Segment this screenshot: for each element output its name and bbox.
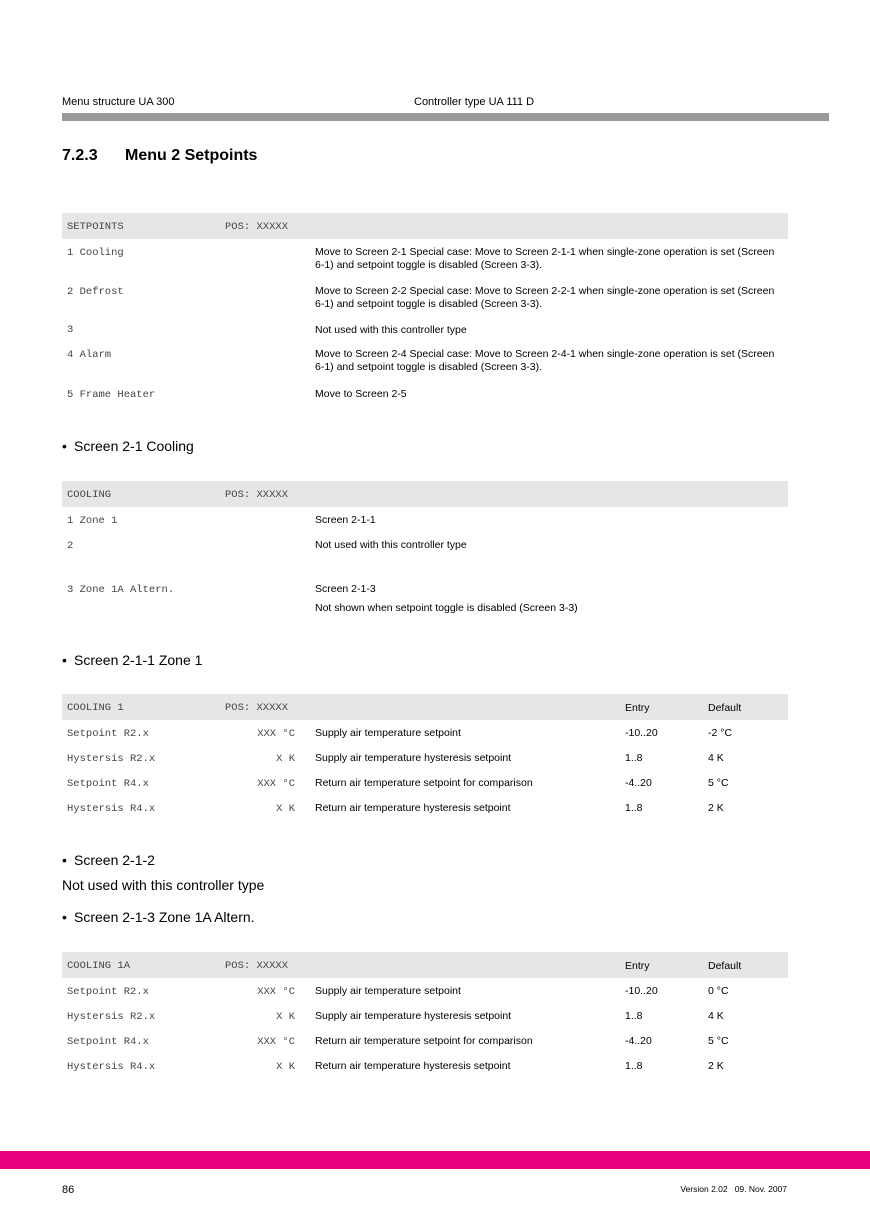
row-description: Supply air temperature hysteresis setpoint <box>315 1010 512 1022</box>
running-header-left: Menu structure UA 300 <box>62 96 175 108</box>
row-name: 1 Cooling <box>67 247 124 259</box>
row-name: Setpoint R4.x <box>67 778 149 790</box>
row-description: Return air temperature setpoint for comparison <box>315 1035 533 1047</box>
row-unit: X K <box>276 1061 295 1073</box>
table-header <box>62 481 788 507</box>
row-description: Not used with this controller type <box>315 324 467 336</box>
cooling1-table <box>62 694 788 815</box>
table-header <box>62 694 788 720</box>
row-name: Setpoint R2.x <box>67 728 149 740</box>
row-name: 3 Zone 1A Altern. <box>67 584 175 596</box>
row-description: Move to Screen 2-1 Special case: Move to Screen 2-1-1 when single-zone operation is set (Screen 6-1) and setpoint toggle is disabled (Screen 3-3). <box>315 246 775 271</box>
table-header-pos: POS: XXXXX <box>225 960 289 972</box>
bullet-screen-2-1-3: • Screen 2-1-3 Zone 1A Altern. <box>62 909 255 925</box>
row-description: Not used with this controller type <box>315 539 467 551</box>
bullet-text: Screen 2-1-3 Zone 1A Altern. <box>74 909 255 925</box>
table-header-default: Default <box>708 702 742 714</box>
row-description: Return air temperature hysteresis setpoint <box>315 802 511 814</box>
row-unit: XXX °C <box>257 728 295 740</box>
row-entry: 1..8 <box>625 1060 643 1072</box>
row-description: Screen 2-1-3 <box>315 583 376 595</box>
row-unit: XXX °C <box>257 778 295 790</box>
row-name: Hystersis R4.x <box>67 1061 156 1073</box>
row-description: Move to Screen 2-4 Special case: Move to Screen 2-4-1 when single-zone operation is set (Screen 6-1) and setpoint toggle is disabled (Screen 3-3). <box>315 348 775 373</box>
row-entry: -10..20 <box>625 985 658 997</box>
table-header-name: SETPOINTS <box>67 221 124 233</box>
row-description: Supply air temperature hysteresis setpoint <box>315 752 512 764</box>
row-description: Move to Screen 2-2 Special case: Move to Screen 2-2-1 when single-zone operation is set (Screen 6-1) and setpoint toggle is disabled (Screen 3-3). <box>315 285 775 310</box>
table-header-name: COOLING 1 <box>67 702 124 714</box>
page-number: 86 <box>62 1184 75 1196</box>
row-default: 4 K <box>708 1010 724 1022</box>
row-description: Return air temperature setpoint for comparison <box>315 777 533 789</box>
row-default: 0 °C <box>708 985 729 997</box>
row-unit: X K <box>276 803 295 815</box>
cooling-table <box>62 481 788 614</box>
row-description: Supply air temperature setpoint <box>315 727 461 739</box>
header-divider <box>62 113 829 121</box>
row-default: 5 °C <box>708 777 729 789</box>
section-number: 7.2.3 <box>62 147 98 164</box>
row-description: Screen 2-1-1 <box>315 514 376 526</box>
bullet-screen-2-1-2: • Screen 2-1-2 <box>62 852 155 868</box>
row-default: 2 K <box>708 1060 724 1072</box>
row-default: 2 K <box>708 802 724 814</box>
section-title: Menu 2 Setpoints <box>125 147 258 164</box>
row-unit: XXX °C <box>257 1036 295 1048</box>
row-entry: -4..20 <box>625 1035 652 1047</box>
table-header-pos: POS: XXXXX <box>225 221 289 233</box>
row-description-note: Not shown when setpoint toggle is disabled (Screen 3-3) <box>315 602 578 614</box>
footer-accent-bar <box>0 1151 870 1169</box>
row-name: 1 Zone 1 <box>67 515 118 527</box>
row-description: Supply air temperature setpoint <box>315 985 461 997</box>
bullet-text: Screen 2-1 Cooling <box>74 438 194 454</box>
row-description: Move to Screen 2-5 <box>315 388 407 400</box>
row-name: Hystersis R4.x <box>67 803 156 815</box>
bullet-text: Screen 2-1-2 <box>74 852 155 868</box>
row-name: Hystersis R2.x <box>67 1011 156 1023</box>
row-name: 2 <box>67 540 74 552</box>
version-info: Version 2.02 09. Nov. 2007 <box>680 1184 787 1194</box>
row-name: Hystersis R2.x <box>67 753 156 765</box>
running-header-center: Controller type UA 111 D <box>414 96 535 108</box>
bullet-text: Screen 2-1-1 Zone 1 <box>74 652 203 668</box>
section-heading <box>62 147 257 165</box>
table-header-entry: Entry <box>625 702 650 714</box>
row-name: 3 <box>67 324 74 336</box>
row-entry: 1..8 <box>625 802 643 814</box>
table-header-default: Default <box>708 960 742 972</box>
row-name: 2 Defrost <box>67 286 124 298</box>
row-name: Setpoint R2.x <box>67 986 149 998</box>
table-header-pos: POS: XXXXX <box>225 702 289 714</box>
table-header <box>62 952 788 978</box>
row-unit: X K <box>276 753 295 765</box>
setpoints-table <box>62 213 788 401</box>
bullet-screen-2-1-1: • Screen 2-1-1 Zone 1 <box>62 652 203 668</box>
row-default: -2 °C <box>708 727 733 739</box>
table-header-name: COOLING 1A <box>67 960 131 972</box>
row-entry: -4..20 <box>625 777 652 789</box>
row-unit: X K <box>276 1011 295 1023</box>
row-name: 4 Alarm <box>67 349 112 361</box>
row-description: Return air temperature hysteresis setpoint <box>315 1060 511 1072</box>
table-header <box>62 213 788 239</box>
row-entry: 1..8 <box>625 752 643 764</box>
row-name: 5 Frame Heater <box>67 389 156 401</box>
table-header-entry: Entry <box>625 960 650 972</box>
cooling1a-table <box>62 952 788 1073</box>
screen-2-1-2-note: Not used with this controller type <box>62 877 265 893</box>
row-name: Setpoint R4.x <box>67 1036 149 1048</box>
row-unit: XXX °C <box>257 986 295 998</box>
row-default: 5 °C <box>708 1035 729 1047</box>
row-entry: 1..8 <box>625 1010 643 1022</box>
table-header-pos: POS: XXXXX <box>225 489 289 501</box>
row-entry: -10..20 <box>625 727 658 739</box>
table-header-name: COOLING <box>67 489 112 501</box>
row-default: 4 K <box>708 752 724 764</box>
bullet-screen-2-1: • Screen 2-1 Cooling <box>62 438 194 454</box>
